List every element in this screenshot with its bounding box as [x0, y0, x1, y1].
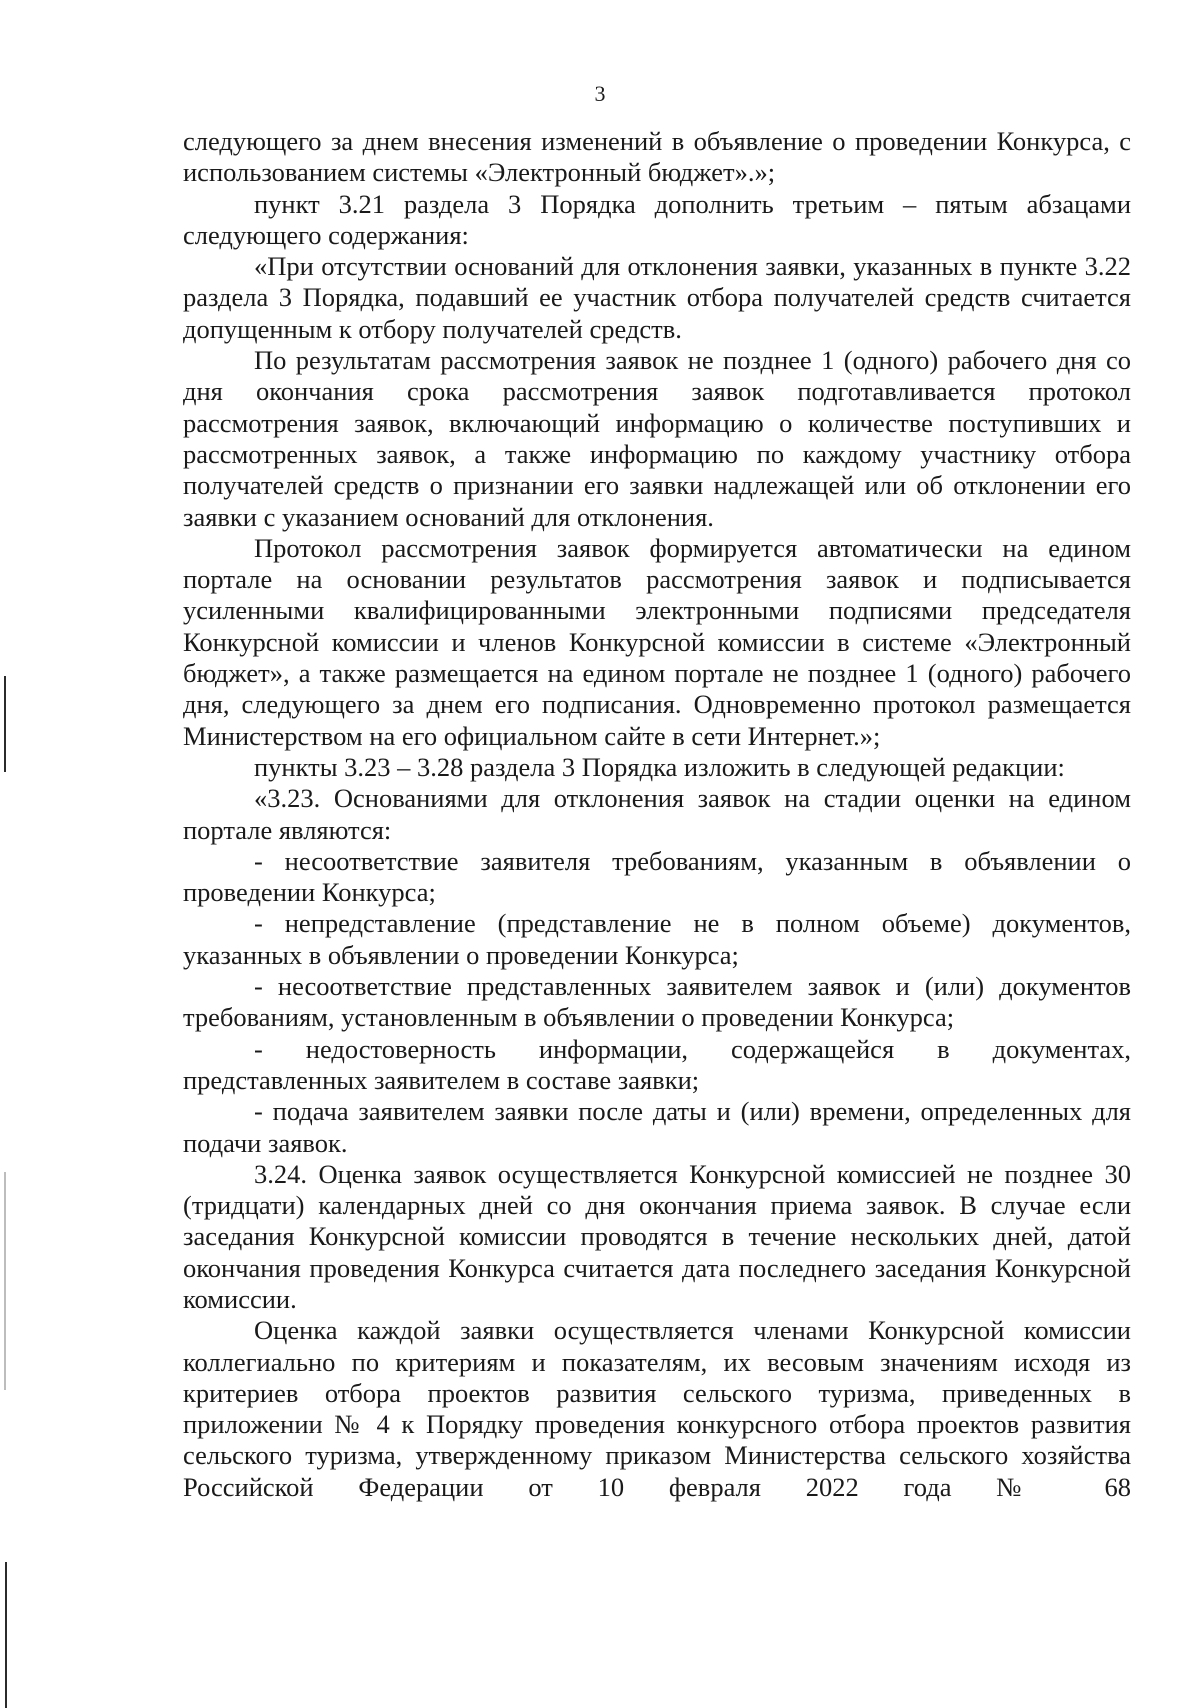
paragraph-amendment-3-21: пункт 3.21 раздела 3 Порядка дополнить третьим – пятым абзацами следующего содержания: — [183, 188, 1131, 250]
paragraph-evaluation-criteria: Оценка каждой заявки осуществляется членами Конкурсной комиссии коллегиально по критериям и показателям, их весовым значениям исходя из критериев отбора проектов развития сельского туризма, приведенных в приложении № 4 к Порядку проведения конкурсного отбора проектов развития сельского туризма, утвержденному приказом Министерства сельского хозяйства Российской Федерации от 10 февраля 2022 года № 68 — [183, 1315, 1131, 1502]
list-item-nonsubmission: - непредставление (представление не в полном объеме) документов, указанных в объявлении о проведении Конкурса; — [183, 908, 1131, 970]
paragraph-review-protocol: По результатам рассмотрения заявок не позднее 1 (одного) рабочего дня со дня окончания срока рассмотрения заявок подготавливается протокол рассмотрения заявок, включающий информацию о количестве поступивших и рассмотренных заявок, а также информацию по каждому участнику отбора получателей средств о признании его заявки надлежащей или об отклонении его заявки с указанием оснований для отклонения. — [183, 345, 1131, 532]
list-item-late-submission: - подача заявителем заявки после даты и (или) времени, определенных для подачи заявок. — [183, 1096, 1131, 1158]
scan-margin-mark — [4, 676, 6, 772]
paragraph-no-grounds-rejection: «При отсутствии оснований для отклонения заявки, указанных в пункте 3.22 раздела 3 Порядка, подавший ее участник отбора получателей средств считается допущенным к отбору получателей средств. — [183, 251, 1131, 344]
paragraph-continuation: следующего за днем внесения изменений в объявление о проведении Конкурса, с использованием системы «Электронный бюджет».»; — [183, 126, 1131, 188]
scan-margin-mark — [4, 1172, 6, 1390]
list-item-documents-noncompliance: - несоответствие представленных заявителем заявок и (или) документов требованиям, установленным в объявлении о проведении Конкурса; — [183, 971, 1131, 1033]
list-item-unreliable-info: - недостоверность информации, содержащейся в документах, представленных заявителем в составе заявки; — [183, 1033, 1131, 1095]
paragraph-protocol-formation: Протокол рассмотрения заявок формируется автоматически на едином портале на основании результатов рассмотрения заявок и подписывается усиленными квалифицированными электронными подписями председателя Конкурсной комиссии и членов Конкурсной комиссии в системе «Электронный бюджет», а также размещается на едином портале не позднее 1 (одного) рабочего дня, следующего за днем его подписания. Одновременно протокол размещается Министерством на его официальном сайте в сети Интернет.»; — [183, 532, 1131, 751]
scan-margin-mark — [5, 1562, 7, 1708]
paragraph-3-24-evaluation: 3.24. Оценка заявок осуществляется Конкурсной комиссией не позднее 30 (тридцати) календарных дней со дня окончания приема заявок. В случае если заседания Конкурсной комиссии проводятся в течение нескольких дней, датой окончания проведения Конкурса считается дата последнего заседания Конкурсной комиссии. — [183, 1158, 1131, 1314]
document-body — [183, 126, 1131, 1503]
paragraph-amendment-3-23-3-28: пункты 3.23 – 3.28 раздела 3 Порядка изложить в следующей редакции: — [254, 751, 1065, 782]
page-number: 3 — [594, 81, 606, 106]
paragraph-3-23-grounds: «3.23. Основаниями для отклонения заявок на стадии оценки на едином портале являются: — [183, 783, 1131, 845]
list-item-noncompliance: - несоответствие заявителя требованиям, указанным в объявлении о проведении Конкурса; — [183, 845, 1131, 908]
